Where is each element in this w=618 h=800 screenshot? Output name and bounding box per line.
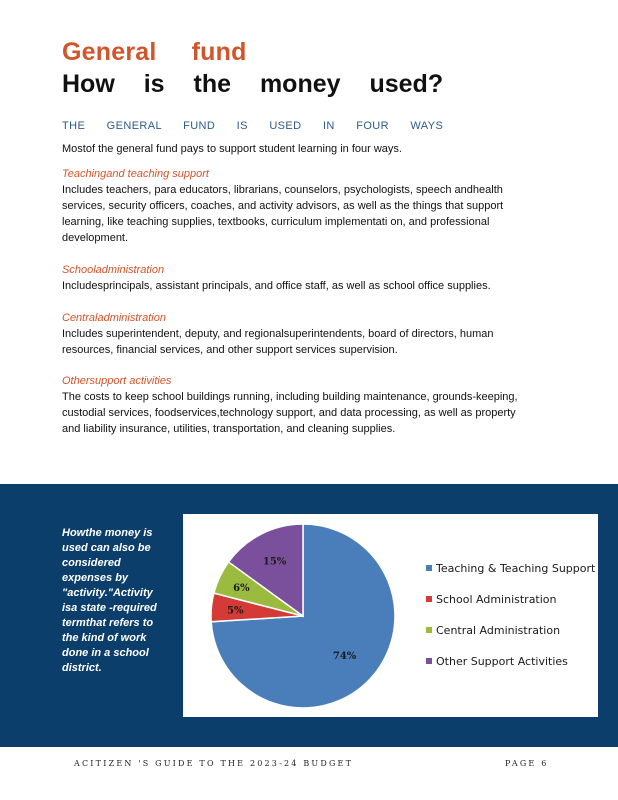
section-heading: Teachingand teaching support xyxy=(62,168,209,180)
section-other-support xyxy=(62,375,522,437)
section-teaching xyxy=(62,168,522,246)
pie-data-label-other-support: 15% xyxy=(262,556,287,568)
page-footer xyxy=(0,748,618,800)
sidebar-note: Howthe money is used can also be considered expenses by "activity."Activity isa state -required termthat refers to the kind of work done in a school district. xyxy=(62,527,157,674)
footer-title: ACITIZEN 'S GUIDE TO THE 2023-24 BUDGET xyxy=(74,759,354,768)
page-number: PAGE 6 xyxy=(505,759,549,768)
section-body: Includes teachers, para educators, librarians, counselors, psychologists, speech andhealth services, security officers, coaches, and activity advisors, as well as the things that support learning, like teaching supplies, textbooks, curriculum implementati on, and professional development. xyxy=(62,184,504,244)
section-heading: Schooladministration xyxy=(62,264,165,276)
pie-data-label-central-admin: 6% xyxy=(233,583,250,595)
section-body: Includesprincipals, assistant principals, and office staff, as well as school office supplies. xyxy=(62,280,491,292)
pie-chart xyxy=(183,514,598,717)
section-body: The costs to keep school buildings running, including building maintenance, grounds-keeping, custodial services, foodservices,technology support, and data processing, as well as property and liability insurance, utilities, transportation, and cleaning supplies. xyxy=(62,391,518,435)
section-school-admin xyxy=(62,264,522,294)
section-body: Includes superintendent, deputy, and regionalsuperintendents, board of directors, human resources, financial services, and other support services supervision. xyxy=(62,328,494,356)
legend-swatch xyxy=(426,565,432,571)
legend-label: School Administration xyxy=(436,593,557,606)
section-heading: Centraladministration xyxy=(62,312,166,324)
legend-swatch xyxy=(426,627,432,633)
pie-data-label-teaching: 74% xyxy=(332,651,357,663)
page-title-question: How is the money used? xyxy=(62,70,444,98)
intro-text: Mostof the general fund pays to support student learning in four ways. xyxy=(62,143,402,155)
section-heading: Othersupport activities xyxy=(62,375,172,387)
pie-data-label-school-admin: 5% xyxy=(226,605,244,617)
page-title-fund: General fund xyxy=(62,38,247,66)
legend-swatch xyxy=(426,658,432,664)
legend-label: Other Support Activities xyxy=(436,655,568,668)
section-central-admin xyxy=(62,312,522,358)
legend-swatch xyxy=(426,596,432,602)
pie-chart-card xyxy=(183,514,598,717)
section-kicker: THE GENERAL FUND IS USED IN FOUR WAYS xyxy=(62,120,444,132)
legend-label: Teaching & Teaching Support xyxy=(436,562,596,575)
legend-label: Central Administration xyxy=(436,624,561,637)
